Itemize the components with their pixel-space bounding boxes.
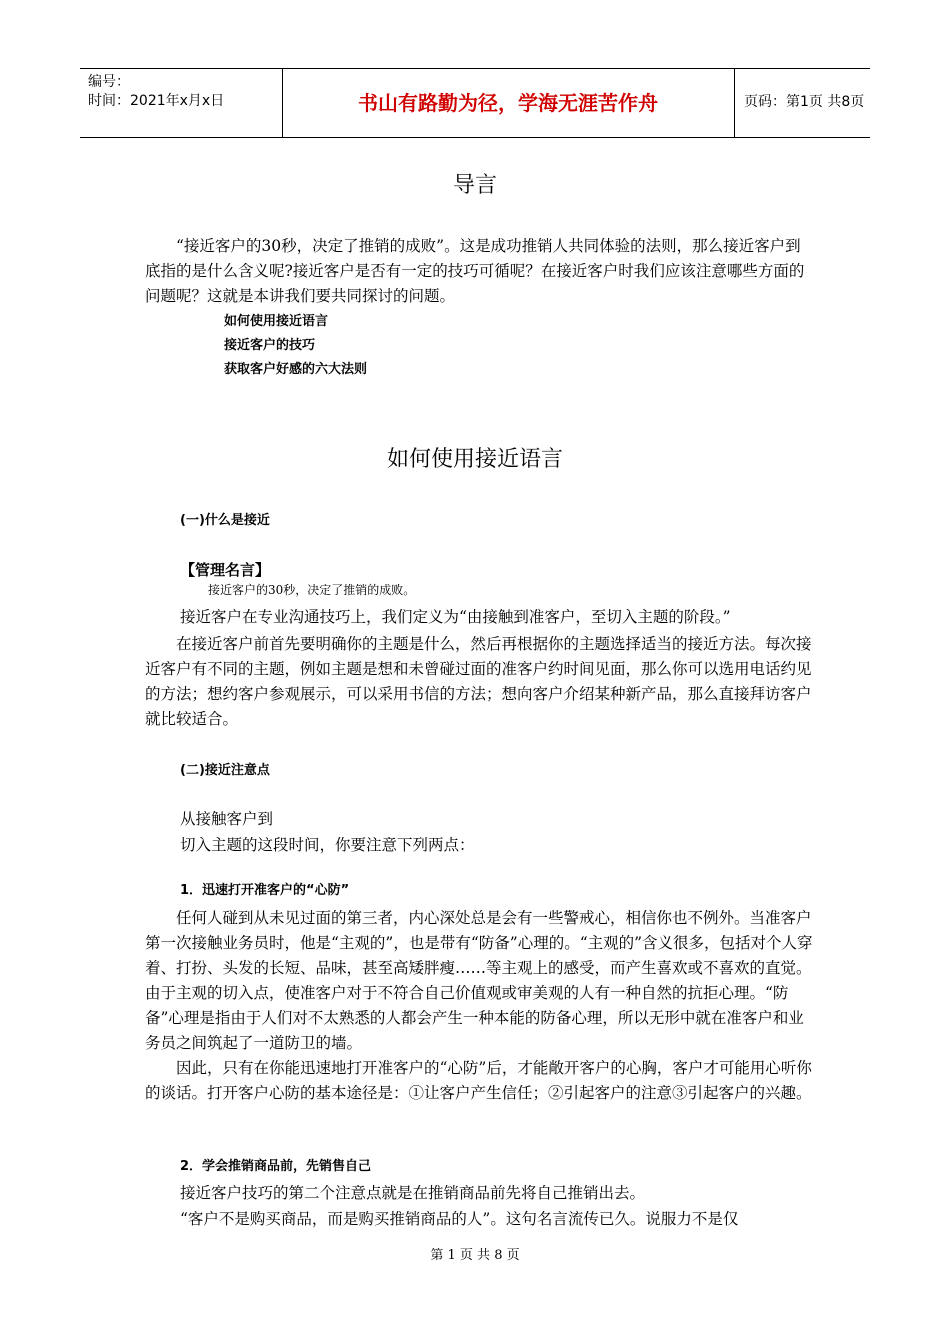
intro-title: 导言 [452, 173, 497, 198]
paragraph: 因此，只有在你能迅速地打开准客户的“心防”后，才能敞开客户的心胸，客户才可能用心听你的谈话。打开客户心防的基本途径是：①让客户产生信任；②引起客户的注意③引起客户的兴趣。 [145, 1059, 812, 1102]
toc-item: 接近客户的技巧 [224, 338, 316, 353]
header-right-cell [734, 69, 870, 137]
toc-item: 如何使用接近语言 [224, 314, 329, 329]
paragraph-line: “客户不是购买商品，而是购买推销商品的人”。这句名言流传已久。说服力不是仅 [180, 1210, 739, 1228]
document-number-label: 编号： [88, 74, 130, 90]
paragraph-line: 接近客户技巧的第二个注意点就是在推销商品前先将自己推销出去。 [180, 1184, 646, 1202]
paragraph-line: 切入主题的这段时间，你要注意下列两点： [180, 836, 475, 854]
header-motto: 书山有路勤为径，学海无涯苦作舟 [358, 91, 658, 115]
header-page-info: 页码：第1页 共8页 [744, 94, 865, 110]
quote-label: 【管理名言】 [180, 561, 271, 579]
paragraph: 在接近客户前首先要明确你的主题是什么，然后再根据你的主题选择适当的接近方法。每次接近客户有不同的主题，例如主题是想和未曾碰过面的准客户约时间见面，那么你可以选用电话约见的方法；想约客户参观展示，可以采用书信的方法；想向客户介绍某种新产品，那么直接拜访客户就比较适合。 [145, 635, 812, 728]
point-heading: 1．迅速打开准客户的“心防” [180, 883, 350, 898]
page-header [80, 68, 870, 138]
header-motto-cell [282, 69, 735, 137]
header-left-cell [80, 69, 283, 137]
toc-item: 获取客户好感的六大法则 [224, 362, 368, 377]
intro-paragraph: “接近客户的30秒，决定了推销的成败”。这是成功推销人共同体验的法则，那么接近客户到底指的是什么含义呢?接近客户是否有一定的技巧可循呢？在接近客户时我们应该注意哪些方面的问题呢？这就是本讲我们要共同探讨的问题。 [145, 237, 805, 305]
point-heading: 2．学会推销商品前，先销售自己 [180, 1159, 372, 1174]
paragraph: 任何人碰到从未见过面的第三者，内心深处总是会有一些警戒心，相信你也不例外。当准客户第一次接触业务员时，他是“主观的”，也是带有“防备”心理的。“主观的”含义很多，包括对个人穿着、打扮、头发的长短、品味，甚至高矮胖瘦……等主观上的感受，而产生喜欢或不喜欢的直觉。由于主观的切入点，使准客户对于不符合自己价值观或审美观的人有一种自然的抗拒心理。“防备”心理是指由于人们对不太熟悉的人都会产生一种本能的防备心理，所以无形中就在准客户和业务员之间筑起了一道防卫的墙。 [145, 909, 813, 1052]
paragraph-line: 从接触客户到 [180, 810, 274, 828]
section-title: 如何使用接近语言 [386, 447, 563, 472]
quote-text: 接近客户的30秒，决定了推销的成败。 [208, 583, 416, 597]
page-footer: 第 1 页 共 8 页 [430, 1248, 520, 1263]
subsection-heading: (二)接近注意点 [180, 763, 270, 778]
subsection-heading: (一)什么是接近 [180, 513, 270, 528]
document-date: 时间：2021年x月x日 [88, 93, 225, 109]
paragraph: 接近客户在专业沟通技巧上，我们定义为“由接触到准客户，至切入主题的阶段。” [180, 608, 731, 626]
